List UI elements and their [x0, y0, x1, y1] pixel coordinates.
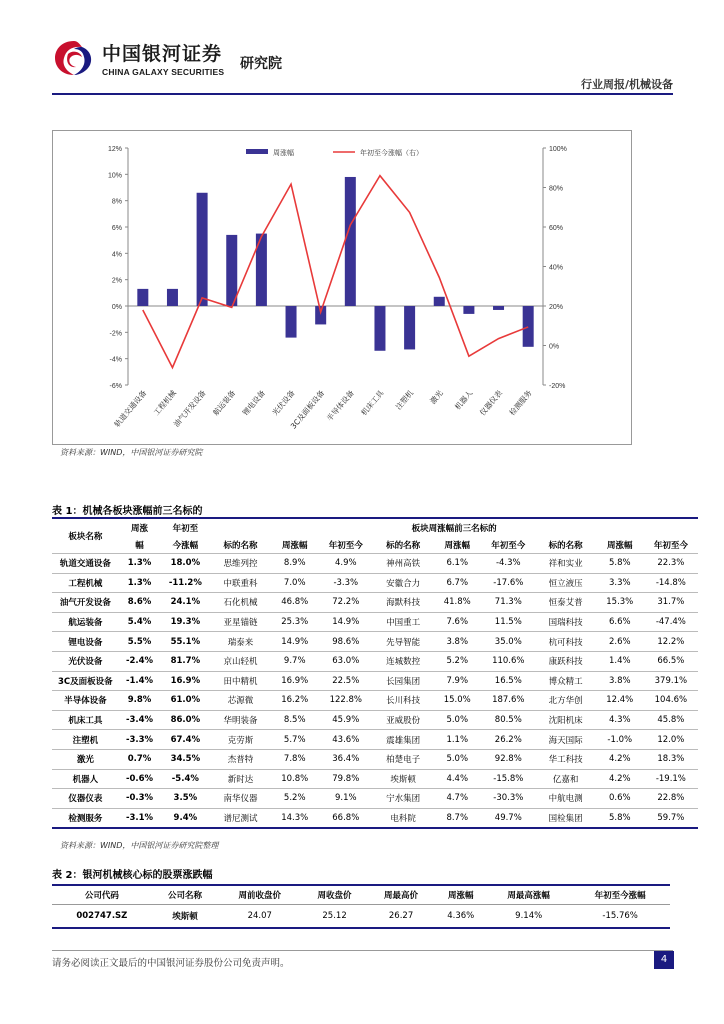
table-cell: 79.8% — [319, 769, 373, 789]
table-cell: 石化机械 — [210, 593, 270, 613]
table-cell: 1.3% — [119, 573, 161, 593]
left-tick-label: 8% — [111, 198, 122, 206]
col-week-2: 幅 — [135, 540, 144, 551]
table-row — [52, 671, 698, 691]
sub-header: 标的名称 — [548, 540, 583, 551]
col-ytd-2: 今涨幅 — [172, 540, 199, 551]
table-cell: 0.7% — [119, 749, 161, 769]
table-cell: 轨道交通设备 — [52, 554, 119, 574]
table-cell: 6.6% — [596, 612, 644, 632]
category-label: 机器人 — [453, 388, 475, 412]
table-cell: 5.4% — [119, 612, 161, 632]
table-row — [52, 905, 670, 929]
table-cell: 14.9% — [271, 632, 319, 652]
table-cell: 25.12 — [322, 911, 347, 921]
table-cell: 16.5% — [481, 671, 535, 691]
table-cell: 26.27 — [388, 911, 414, 921]
table-row — [52, 789, 698, 809]
table-cell: 长园集团 — [373, 671, 433, 691]
table-cell: 亚威股份 — [373, 710, 433, 730]
table-cell: 4.2% — [596, 749, 644, 769]
table-cell: 思维列控 — [210, 554, 270, 574]
table-cell: 6.7% — [433, 573, 481, 593]
table-cell: 田中精机 — [210, 671, 270, 691]
table-cell: 14.9% — [319, 612, 373, 632]
table-cell: 8.9% — [271, 554, 319, 574]
table-cell: 连城数控 — [373, 651, 433, 671]
table-cell: -30.3% — [481, 789, 535, 809]
table-cell: 24.07 — [247, 911, 272, 921]
table-cell: 45.9% — [319, 710, 373, 730]
table-row — [52, 554, 698, 574]
table-header-cell: 年初至今涨幅 — [570, 885, 670, 905]
table-cell: 杭可科技 — [535, 632, 595, 652]
table-cell: -11.2% — [160, 573, 210, 593]
left-tick-label: -4% — [109, 356, 122, 364]
table-cell: 4.36% — [447, 911, 475, 921]
table-row — [52, 808, 698, 828]
table-cell: 63.0% — [319, 651, 373, 671]
table-cell: 14.3% — [271, 808, 319, 828]
table-cell: 5.2% — [271, 789, 319, 809]
table-cell: 5.8% — [596, 808, 644, 828]
table1-source: 资料来源：WIND，中国银河证券研究院整理 — [60, 841, 219, 850]
table-cell: 8.6% — [119, 593, 161, 613]
bar-weekly-change — [286, 306, 297, 338]
table-cell: 86.0% — [160, 710, 210, 730]
table-cell: -19.1% — [644, 769, 698, 789]
table-cell: 3.3% — [596, 573, 644, 593]
table-cell: 油气开发设备 — [52, 593, 119, 613]
bar-weekly-change — [197, 193, 208, 306]
table-cell: 半导体设备 — [52, 691, 119, 711]
table-cell: 5.0% — [433, 710, 481, 730]
table-cell: 激光 — [52, 749, 119, 769]
left-tick-label: 12% — [107, 146, 122, 153]
table-cell: 72.2% — [319, 593, 373, 613]
table-cell: 工程机械 — [52, 573, 119, 593]
table-cell: 瑞泰来 — [210, 632, 270, 652]
table-cell: -14.8% — [644, 573, 698, 593]
footer-divider — [52, 950, 673, 951]
table-cell: 22.8% — [644, 789, 698, 809]
table-cell: 电科院 — [373, 808, 433, 828]
table-cell: 4.2% — [596, 769, 644, 789]
table-row — [52, 730, 698, 750]
table-header-cell: 周最高价 — [368, 885, 435, 905]
table-cell: 祥和实业 — [535, 554, 595, 574]
table-cell: 49.7% — [481, 808, 535, 828]
col-ytd-1: 年初至 — [172, 523, 199, 534]
left-tick-label: 10% — [107, 172, 122, 180]
bar-weekly-change — [463, 306, 474, 314]
table-cell: 震雄集团 — [373, 730, 433, 750]
table-cell: 5.5% — [119, 632, 161, 652]
category-label: 航运装备 — [211, 388, 238, 418]
table-cell: 恒立液压 — [535, 573, 595, 593]
left-tick-label: 2% — [111, 277, 122, 285]
table-cell: 4.4% — [433, 769, 481, 789]
table-row — [52, 749, 698, 769]
table-cell: 002747.SZ — [76, 911, 128, 921]
table-cell: 1.4% — [596, 651, 644, 671]
table-cell: 安徽合力 — [373, 573, 433, 593]
table-cell: 104.6% — [644, 691, 698, 711]
table-cell: 仪器仪表 — [52, 789, 119, 809]
table-cell: 8.5% — [271, 710, 319, 730]
table-row — [52, 651, 698, 671]
bar-weekly-change — [226, 235, 237, 306]
right-tick-label: 100% — [549, 146, 567, 153]
table-cell: 4.9% — [319, 554, 373, 574]
table-cell: 3C及面板设备 — [52, 671, 119, 691]
disclaimer-note: 请务必阅读正文最后的中国银河证券股份公司免责声明。 — [52, 958, 290, 969]
sector-performance-chart — [52, 130, 632, 445]
table-cell: 恒泰艾普 — [535, 593, 595, 613]
table-row — [52, 593, 698, 613]
table-cell: 22.3% — [644, 554, 698, 574]
table-cell: 埃斯顿 — [172, 912, 198, 922]
table-cell: 新时达 — [210, 769, 270, 789]
table-cell: 16.9% — [271, 671, 319, 691]
table-cell: 先导智能 — [373, 632, 433, 652]
table-cell: 9.1% — [319, 789, 373, 809]
table-cell: 61.0% — [160, 691, 210, 711]
table-header-cell: 公司代码 — [52, 885, 152, 905]
table-cell: -5.4% — [160, 769, 210, 789]
table-cell: -3.3% — [119, 730, 161, 750]
table-row — [52, 769, 698, 789]
legend-bar-label: 周涨幅 — [273, 149, 294, 157]
table-cell: 8.7% — [433, 808, 481, 828]
table-cell: 9.14% — [515, 911, 543, 921]
table-cell: 25.3% — [271, 612, 319, 632]
bar-weekly-change — [523, 306, 534, 347]
table-cell: 长川科技 — [373, 691, 433, 711]
sector-top3-table — [52, 517, 698, 829]
table-cell: 3.8% — [596, 671, 644, 691]
table-cell: 机床工具 — [52, 710, 119, 730]
table-cell: 亚星锚链 — [210, 612, 270, 632]
table-row — [52, 710, 698, 730]
bar-weekly-change — [137, 289, 148, 306]
legend-line-label: 年初至今涨幅（右） — [360, 149, 423, 157]
table-cell: 66.5% — [644, 651, 698, 671]
table-cell: 98.6% — [319, 632, 373, 652]
table-cell: -17.6% — [481, 573, 535, 593]
category-label: 工程机械 — [151, 388, 178, 418]
galaxy-logo-icon — [52, 38, 96, 78]
bar-weekly-change — [434, 297, 445, 306]
table-cell: -3.1% — [119, 808, 161, 828]
table-header-cell: 周最高涨幅 — [487, 885, 570, 905]
table-cell: 国检集团 — [535, 808, 595, 828]
table-cell: 博众精工 — [535, 671, 595, 691]
category-label: 注塑机 — [393, 388, 416, 412]
table-cell: 7.6% — [433, 612, 481, 632]
table2-title: 表 2：银河机械核心标的股票涨跌幅 — [52, 870, 213, 881]
table-cell: 注塑机 — [52, 730, 119, 750]
table-cell: 华工科技 — [535, 749, 595, 769]
chart-source: 资料来源：WIND，中国银河证券研究院 — [60, 448, 203, 457]
table-row — [52, 632, 698, 652]
sub-header: 年初至今 — [328, 540, 363, 551]
table-cell: 宁水集团 — [373, 789, 433, 809]
table-cell: 9.4% — [160, 808, 210, 828]
table-header-cell: 周前收盘价 — [218, 885, 301, 905]
left-tick-label: -6% — [109, 383, 122, 390]
table-cell: 34.5% — [160, 749, 210, 769]
table-cell: 22.5% — [319, 671, 373, 691]
table-cell: 芯源微 — [210, 691, 270, 711]
table-cell: 80.5% — [481, 710, 535, 730]
table-cell: 中联重科 — [210, 573, 270, 593]
core-stock-table — [52, 884, 670, 929]
header-divider — [52, 93, 673, 95]
table-cell: 45.8% — [644, 710, 698, 730]
table-cell: 15.3% — [596, 593, 644, 613]
table-cell: 中国重工 — [373, 612, 433, 632]
table-cell: 11.5% — [481, 612, 535, 632]
table-cell: 16.9% — [160, 671, 210, 691]
table-cell: 亿嘉和 — [535, 769, 595, 789]
company-name-en: CHINA GALAXY SECURITIES — [102, 67, 225, 77]
right-tick-label: 0% — [549, 343, 560, 351]
bar-weekly-change — [345, 177, 356, 306]
table-cell: 9.8% — [119, 691, 161, 711]
table-cell: 5.8% — [596, 554, 644, 574]
institute-label: 研究院 — [240, 56, 282, 72]
left-tick-label: 6% — [111, 225, 122, 232]
table-cell: 12.0% — [644, 730, 698, 750]
table-cell: 1.1% — [433, 730, 481, 750]
right-tick-label: 40% — [549, 264, 564, 272]
table-cell: 5.0% — [433, 749, 481, 769]
table-cell: -15.8% — [481, 769, 535, 789]
table-cell: 12.2% — [644, 632, 698, 652]
table-cell: -3.4% — [119, 710, 161, 730]
table-header-cell: 周涨幅 — [434, 885, 487, 905]
category-label: 半导体设备 — [324, 388, 356, 424]
company-name-cn: 中国银河证券 — [102, 43, 223, 65]
category-label: 检测服务 — [507, 388, 534, 418]
left-tick-label: 0% — [111, 304, 122, 311]
table-cell: 4.7% — [433, 789, 481, 809]
table-cell: 66.8% — [319, 808, 373, 828]
table-cell: 4.3% — [596, 710, 644, 730]
table-cell: 19.3% — [160, 612, 210, 632]
table-cell: 7.0% — [271, 573, 319, 593]
table-cell: 187.6% — [481, 691, 535, 711]
sub-header: 周涨幅 — [444, 540, 470, 551]
table-cell: 16.2% — [271, 691, 319, 711]
table-cell: 5.7% — [271, 730, 319, 750]
table-cell: -4.3% — [481, 554, 535, 574]
table-cell: 6.1% — [433, 554, 481, 574]
category-label: 3C及面板设备 — [288, 388, 327, 431]
table-cell: 京山轻机 — [210, 651, 270, 671]
table-cell: 埃斯顿 — [373, 769, 433, 789]
table-cell: 柏楚电子 — [373, 749, 433, 769]
category-label: 机床工具 — [359, 388, 386, 418]
table-cell: 沈阳机床 — [535, 710, 595, 730]
page-number: 4 — [654, 951, 674, 969]
table-cell: 92.8% — [481, 749, 535, 769]
bar-weekly-change — [493, 306, 504, 310]
table-cell: 12.4% — [596, 691, 644, 711]
table-cell: 9.7% — [271, 651, 319, 671]
chart-svg — [53, 131, 631, 444]
table-cell: 36.4% — [319, 749, 373, 769]
table-cell: 379.1% — [644, 671, 698, 691]
table-cell: -0.6% — [119, 769, 161, 789]
sub-header: 年初至今 — [491, 540, 526, 551]
sub-header: 标的名称 — [223, 540, 258, 551]
table-cell: 3.5% — [160, 789, 210, 809]
company-logo — [52, 38, 224, 78]
table-cell: 18.0% — [160, 554, 210, 574]
table-cell: 67.4% — [160, 730, 210, 750]
table-cell: -3.3% — [319, 573, 373, 593]
right-tick-label: 60% — [549, 225, 564, 232]
table-cell: 3.8% — [433, 632, 481, 652]
table-cell: 7.8% — [271, 749, 319, 769]
category-label: 轨道交通设备 — [112, 388, 149, 429]
table-cell: 光伏设备 — [52, 651, 119, 671]
table-cell: 0.6% — [596, 789, 644, 809]
table-cell: 检测服务 — [52, 808, 119, 828]
category-label: 锂电设备 — [240, 388, 267, 418]
category-label: 光伏设备 — [270, 388, 297, 418]
table-cell: 59.7% — [644, 808, 698, 828]
category-label: 油气开发设备 — [171, 388, 208, 429]
table-cell: 谱尼测试 — [210, 808, 270, 828]
table-cell: 锂电设备 — [52, 632, 119, 652]
table-cell: 81.7% — [160, 651, 210, 671]
table-cell: 2.6% — [596, 632, 644, 652]
bar-weekly-change — [404, 306, 415, 349]
table-cell: 杰普特 — [210, 749, 270, 769]
table-cell: 110.6% — [481, 651, 535, 671]
table-cell: 机器人 — [52, 769, 119, 789]
table-row — [52, 612, 698, 632]
table-cell: 中航电测 — [535, 789, 595, 809]
table-cell: -1.4% — [119, 671, 161, 691]
table-cell: 24.1% — [160, 593, 210, 613]
table-cell: 35.0% — [481, 632, 535, 652]
table-cell: -2.4% — [119, 651, 161, 671]
table-cell: 26.2% — [481, 730, 535, 750]
bar-weekly-change — [374, 306, 385, 351]
legend-bar-swatch — [246, 149, 268, 154]
table-cell: 海天国际 — [535, 730, 595, 750]
col-week-1: 周涨 — [131, 523, 149, 534]
table-cell: 康跃科技 — [535, 651, 595, 671]
report-section-title: 行业周报/机械设备 — [580, 78, 673, 91]
bar-weekly-change — [167, 289, 178, 306]
table-cell: 122.8% — [319, 691, 373, 711]
table-row — [52, 573, 698, 593]
col-top3: 板块周涨幅前三名标的 — [411, 523, 497, 534]
table-header-cell: 公司名称 — [152, 885, 219, 905]
table-cell: -0.3% — [119, 789, 161, 809]
table-cell: 31.7% — [644, 593, 698, 613]
table-cell: 华明装备 — [210, 710, 270, 730]
table-cell: 46.8% — [271, 593, 319, 613]
table-cell: -1.0% — [596, 730, 644, 750]
table-cell: 克劳斯 — [210, 730, 270, 750]
table-cell: 41.8% — [433, 593, 481, 613]
table-cell: 海默科技 — [373, 593, 433, 613]
table-cell: 18.3% — [644, 749, 698, 769]
table-cell: 71.3% — [481, 593, 535, 613]
table-cell: 国瑞科技 — [535, 612, 595, 632]
table-cell: 神州高铁 — [373, 554, 433, 574]
left-tick-label: -2% — [109, 330, 122, 338]
table-header-cell: 周收盘价 — [301, 885, 368, 905]
table-cell: 1.3% — [119, 554, 161, 574]
table-cell: 北方华创 — [535, 691, 595, 711]
sub-header: 周涨幅 — [607, 540, 633, 551]
table-cell: 航运装备 — [52, 612, 119, 632]
table-cell: 43.6% — [319, 730, 373, 750]
col-sector: 板块名称 — [68, 532, 103, 542]
sub-header: 标的名称 — [386, 540, 421, 551]
table-cell: 55.1% — [160, 632, 210, 652]
table-cell: 南华仪器 — [210, 789, 270, 809]
table-cell: 7.9% — [433, 671, 481, 691]
sub-header: 周涨幅 — [281, 540, 308, 551]
table-cell: -47.4% — [644, 612, 698, 632]
table-cell: 5.2% — [433, 651, 481, 671]
table-cell: -15.76% — [602, 911, 638, 921]
sub-header: 年初至今 — [653, 540, 688, 551]
table1-title: 表 1：机械各板块涨幅前三名标的 — [52, 506, 203, 517]
right-tick-label: 20% — [549, 304, 564, 311]
category-label: 激光 — [428, 388, 445, 406]
table-cell: 10.8% — [271, 769, 319, 789]
right-tick-label: -20% — [549, 383, 566, 390]
left-tick-label: 4% — [111, 251, 122, 259]
table-row — [52, 691, 698, 711]
table-cell: 15.0% — [433, 691, 481, 711]
category-label: 仪器仪表 — [477, 388, 505, 418]
right-tick-label: 80% — [549, 185, 564, 193]
